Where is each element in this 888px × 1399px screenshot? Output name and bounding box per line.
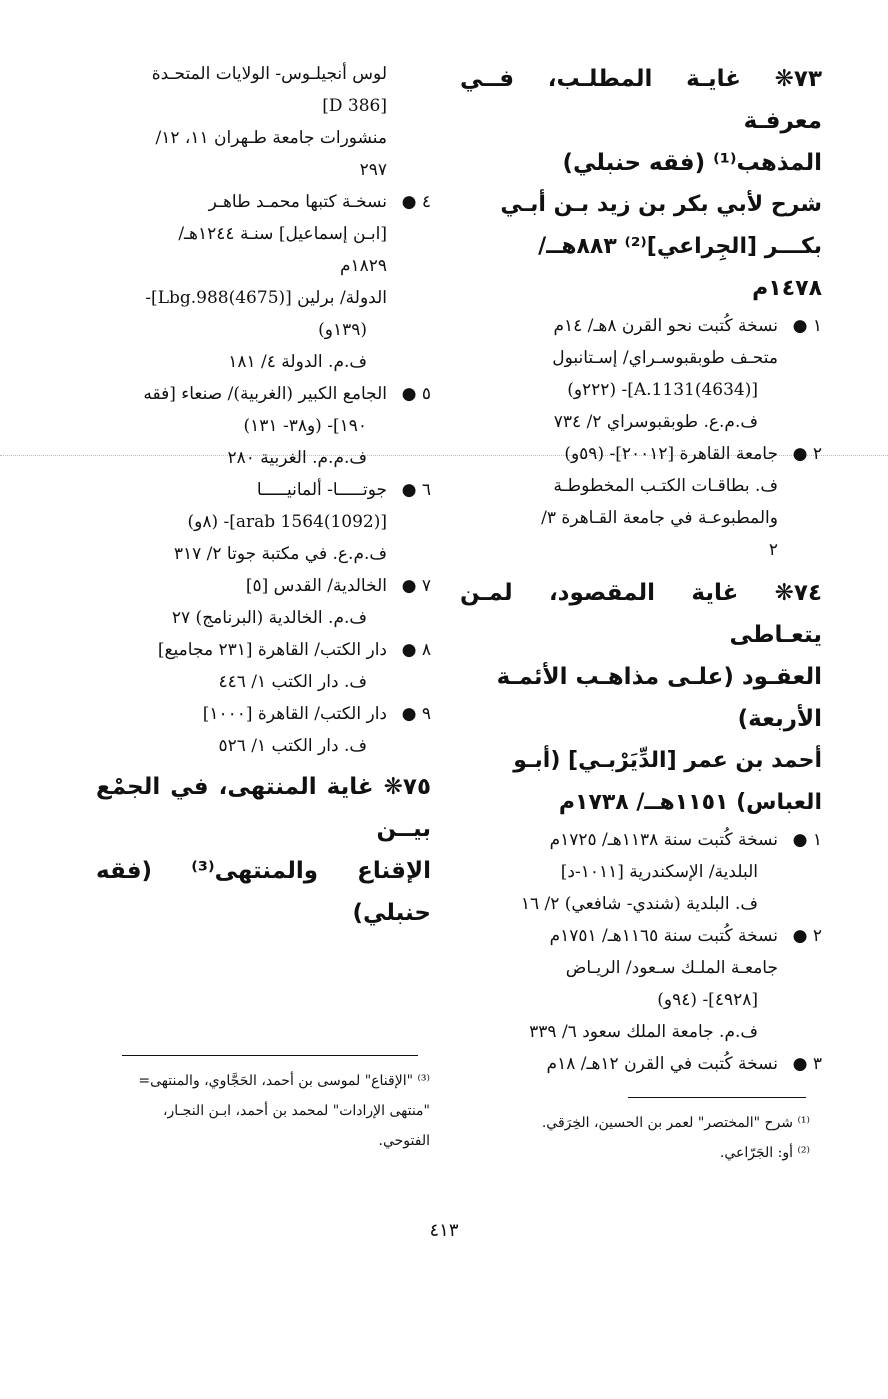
item-line: ف.م. الخالدية (البرنامج) ٢٧ (171, 608, 367, 628)
item-number: ٢ ● (792, 444, 822, 464)
item-line: دار الكتب/ القاهرة [١٠٠٠] (202, 704, 387, 724)
footnote-3-cont: "منتهى الإرادات" لمحمد بن أحمد، ابـن النجـار، (163, 1103, 430, 1119)
item-line: ٢٩٧ (359, 160, 387, 180)
entry-74 (460, 572, 822, 1080)
footnotes-right (470, 1108, 810, 1168)
item-line: ف.م.ع. في مكتبة جوتا ٢/ ٣١٧ (173, 544, 387, 564)
item-number: ٧ ● (401, 576, 431, 596)
item-line: ف.م.م. الغربية ٢٨٠ (227, 448, 367, 468)
item-line: جوتـــــا- ألمانيـــــا (256, 480, 387, 500)
item-line: جامعة القاهرة [٢٠٠١٢]- (٥٩و) (564, 444, 778, 464)
right-column (460, 58, 822, 1080)
entry-75 (96, 766, 431, 934)
item-line: نسخـة كتبها محمـد طاهـر (208, 192, 387, 212)
entry-74-title-cont: العقـود (علـى مذاهـب الأئمـة (496, 664, 822, 690)
item-line: ف.م.ع. طوبقبوسراي ٢/ ٧٣٤ (553, 412, 758, 432)
item-line: نسخة كُتبت نحو القرن ٨هـ/ ١٤م (553, 316, 778, 336)
item-number: ٤ ● (401, 192, 431, 212)
footnote-3-end: الفتوحي. (378, 1133, 430, 1149)
footnote-2: ⁽²⁾ أو: الجَرّاعي. (719, 1145, 810, 1161)
item-line: ف. دار الكتب ١/ ٤٤٦ (218, 672, 367, 692)
item-number: ٢ ● (792, 926, 822, 946)
item-line: والمطبوعـة في جامعة القـاهرة ٣/ (541, 508, 778, 528)
item-line: [٤٩٢٨]- (٩٤و) (657, 990, 758, 1010)
item-line: (١٣٩و) (318, 320, 367, 340)
entry-74-author: أحمد بن عمر [الدِّيَرْبـي] (أبـو (513, 748, 822, 773)
footnotes-left (100, 1066, 430, 1156)
item-line: الجامع الكبير (الغربية)/ صنعاء [فقه (143, 384, 387, 404)
entry-75-title-cont: الإقناع والمنتهى⁽³⁾ (فقه حنبلي) (96, 858, 431, 926)
item-line: الخالدية/ القدس [٥] (245, 576, 387, 596)
item-line: ١٨٢٩م (339, 256, 387, 276)
entry-73-author-cont: بكـــر [الجِراعي]⁽²⁾ ٨٨٣هــ/ (538, 234, 822, 259)
entry-73-title: ٧٣❋ غايـة المطلـب، فــي معرفـة (460, 66, 822, 134)
item-line: متحـف طوبقبوسـراي/ إسـتانبول (552, 348, 778, 368)
manuscript-item (96, 570, 431, 634)
item-line: نسخة كُتبت سنة ١١٣٨هـ/ ١٧٢٥م (549, 830, 778, 850)
manuscript-item (460, 920, 822, 1048)
item-number: ٥ ● (401, 384, 431, 404)
item-line: جامعـة الملـك سـعود/ الريـاض (565, 958, 778, 978)
footnote-rule-right (628, 1097, 806, 1098)
item-number: ١ ● (792, 316, 822, 336)
manuscript-item (460, 1048, 822, 1080)
manuscript-item (96, 698, 431, 762)
item-number: ٩ ● (401, 704, 431, 724)
entry-73-author-date: ١٤٧٨م (752, 276, 822, 301)
item-line: ف.م. الدولة ٤/ ١٨١ (228, 352, 367, 372)
manuscript-item (96, 474, 431, 570)
manuscript-item (460, 438, 822, 566)
item-number: ٨ ● (401, 640, 431, 660)
entry-75-title: ٧٥❋ غاية المنتهى، في الجمْع بيــن (96, 774, 431, 842)
item-line: [arab 1564(1092)]- (٨و) (187, 512, 387, 532)
item-line: [ابـن إسماعيل] سنـة ١٢٤٤هـ/ (178, 224, 387, 244)
item-line: ف. البلدية (شندي- شافعي) ٢/ ١٦ (520, 894, 758, 914)
entry-74-author-cont: العباس) ١١٥١هــ/ ١٧٣٨م (558, 790, 822, 815)
entry-73 (460, 58, 822, 566)
item-line: دار الكتب/ القاهرة [٢٣١ مجاميع] (157, 640, 387, 660)
manuscript-item (460, 310, 822, 438)
item-line: ١٩٠]- (و٣٨- ١٣١) (243, 416, 367, 436)
manuscript-item-continued (96, 58, 431, 186)
item-line: لوس أنجيلـوس- الولايات المتحـدة (151, 64, 387, 84)
entry-73-title-cont: المذهب⁽¹⁾ (فقه حنبلي) (562, 150, 822, 176)
item-line: ف. بطاقـات الكتـب المخطوطـة (553, 476, 778, 496)
manuscript-item (96, 186, 431, 378)
page-number: ٤١٣ (429, 1220, 459, 1241)
footnote-3: ⁽³⁾ "الإقناع" لموسى بن أحمد، الحَجَّاوي، والمنتهى= (138, 1073, 430, 1089)
manuscript-item (460, 824, 822, 920)
manuscript-item (96, 378, 431, 474)
item-line: نسخة كُتبت سنة ١١٦٥هـ/ ١٧٥١م (549, 926, 778, 946)
manuscript-item (96, 634, 431, 698)
item-number: ٣ ● (792, 1054, 822, 1074)
footnote-rule-left (122, 1055, 418, 1056)
item-line: منشورات جامعة طـهران ١١، ١٢/ (155, 128, 387, 148)
entry-73-author: شرح لأبي بكر بن زيد بـن أبـي (500, 192, 822, 217)
item-line: البلدية/ الإسكندرية [١٠١١-د] (560, 862, 758, 882)
left-column (96, 58, 431, 934)
entry-74-title: ٧٤❋ غاية المقصود، لمـن يتعـاطى (460, 580, 822, 648)
item-number: ١ ● (792, 830, 822, 850)
item-line: [A.1131(4634)]- (٢٢٢و) (567, 380, 758, 400)
footnote-1: ⁽¹⁾ شرح "المختصر" لعمر بن الحسين، الخِرَقي. (541, 1115, 810, 1131)
item-number: ٦ ● (401, 480, 431, 500)
item-line: ٢ (768, 540, 778, 560)
item-line: ف.م. جامعة الملك سعود ٦/ ٣٣٩ (529, 1022, 758, 1042)
item-line: نسخة كُتبت في القرن ١٢هـ/ ١٨م (546, 1054, 778, 1074)
item-line: [D 386] (322, 96, 387, 116)
entry-74-title-end: الأربعة) (737, 706, 822, 732)
item-line: الدولة/ برلين [Lbg.988(4675)]- (145, 288, 387, 308)
item-line: ف. دار الكتب ١/ ٥٢٦ (218, 736, 367, 756)
